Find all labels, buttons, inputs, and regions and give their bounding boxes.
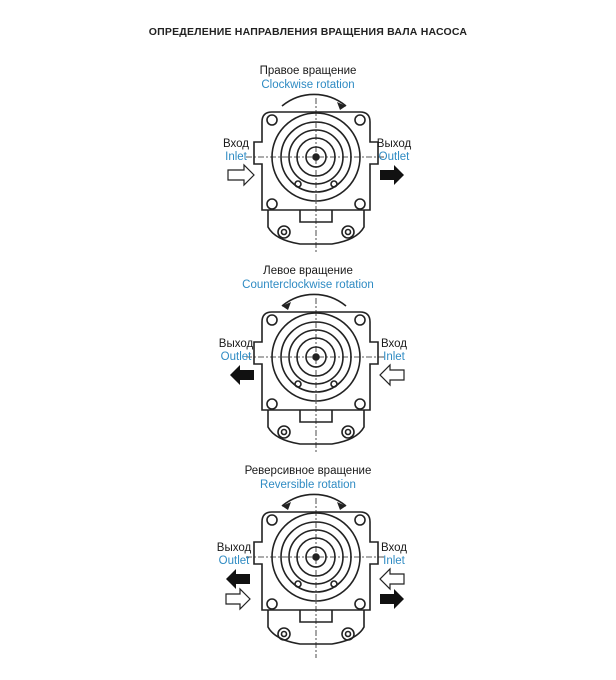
- diagram-reversible: [0, 462, 616, 667]
- bolt-hole: [342, 628, 354, 640]
- bolt-hole: [355, 199, 365, 209]
- diagram-clockwise: [0, 62, 616, 267]
- bolt-hole: [278, 226, 290, 238]
- inlet-arrow: [380, 569, 404, 589]
- right-port-label: Вход Inlet: [380, 542, 407, 567]
- pump-drawing: [0, 262, 616, 467]
- outlet-arrow: [230, 365, 254, 385]
- left-port-label: Выход Outlet: [218, 338, 254, 363]
- caption-ru: Реверсивное вращение: [244, 465, 372, 477]
- right-port-label: Выход Outlet: [376, 138, 412, 163]
- bolt-hole: [278, 426, 290, 438]
- outlet-arrow: [380, 165, 404, 185]
- bolt-hole: [355, 315, 365, 325]
- bolt-hole: [355, 399, 365, 409]
- right-port-label: Вход Inlet: [380, 338, 407, 363]
- bolt-hole: [355, 599, 365, 609]
- bolt-hole: [267, 115, 277, 125]
- bolt-hole: [278, 628, 290, 640]
- caption-en: Reversible rotation: [260, 479, 356, 491]
- caption-ru: Левое вращение: [263, 265, 353, 277]
- rotation-arc: [282, 494, 346, 506]
- left-port-label: Выход Outlet: [216, 542, 252, 567]
- bolt-hole: [267, 599, 277, 609]
- pump-drawing: [0, 62, 616, 267]
- inlet-arrow: [228, 165, 254, 185]
- caption-en: Counterclockwise rotation: [242, 279, 374, 291]
- bolt-hole: [342, 226, 354, 238]
- diagram-counterclockwise: [0, 262, 616, 467]
- caption-ru: Правое вращение: [259, 65, 357, 77]
- page-title: ОПРЕДЕЛЕНИЕ НАПРАВЛЕНИЯ ВРАЩЕНИЯ ВАЛА НАСОСА: [148, 26, 468, 38]
- bolt-hole: [267, 315, 277, 325]
- bolt-hole: [267, 515, 277, 525]
- rotation-arc: [282, 94, 346, 106]
- bolt-hole: [267, 399, 277, 409]
- inlet-arrow: [380, 365, 404, 385]
- bolt-hole: [267, 199, 277, 209]
- left-port-label: Вход Inlet: [222, 138, 249, 163]
- bolt-hole: [342, 426, 354, 438]
- bolt-hole: [355, 515, 365, 525]
- pump-drawing: [0, 462, 616, 667]
- outlet-arrow: [380, 589, 404, 609]
- caption-en: Clockwise rotation: [261, 79, 355, 91]
- outlet-arrow: [226, 569, 250, 589]
- bolt-hole: [355, 115, 365, 125]
- rotation-arc: [282, 294, 346, 306]
- inlet-arrow: [226, 589, 250, 609]
